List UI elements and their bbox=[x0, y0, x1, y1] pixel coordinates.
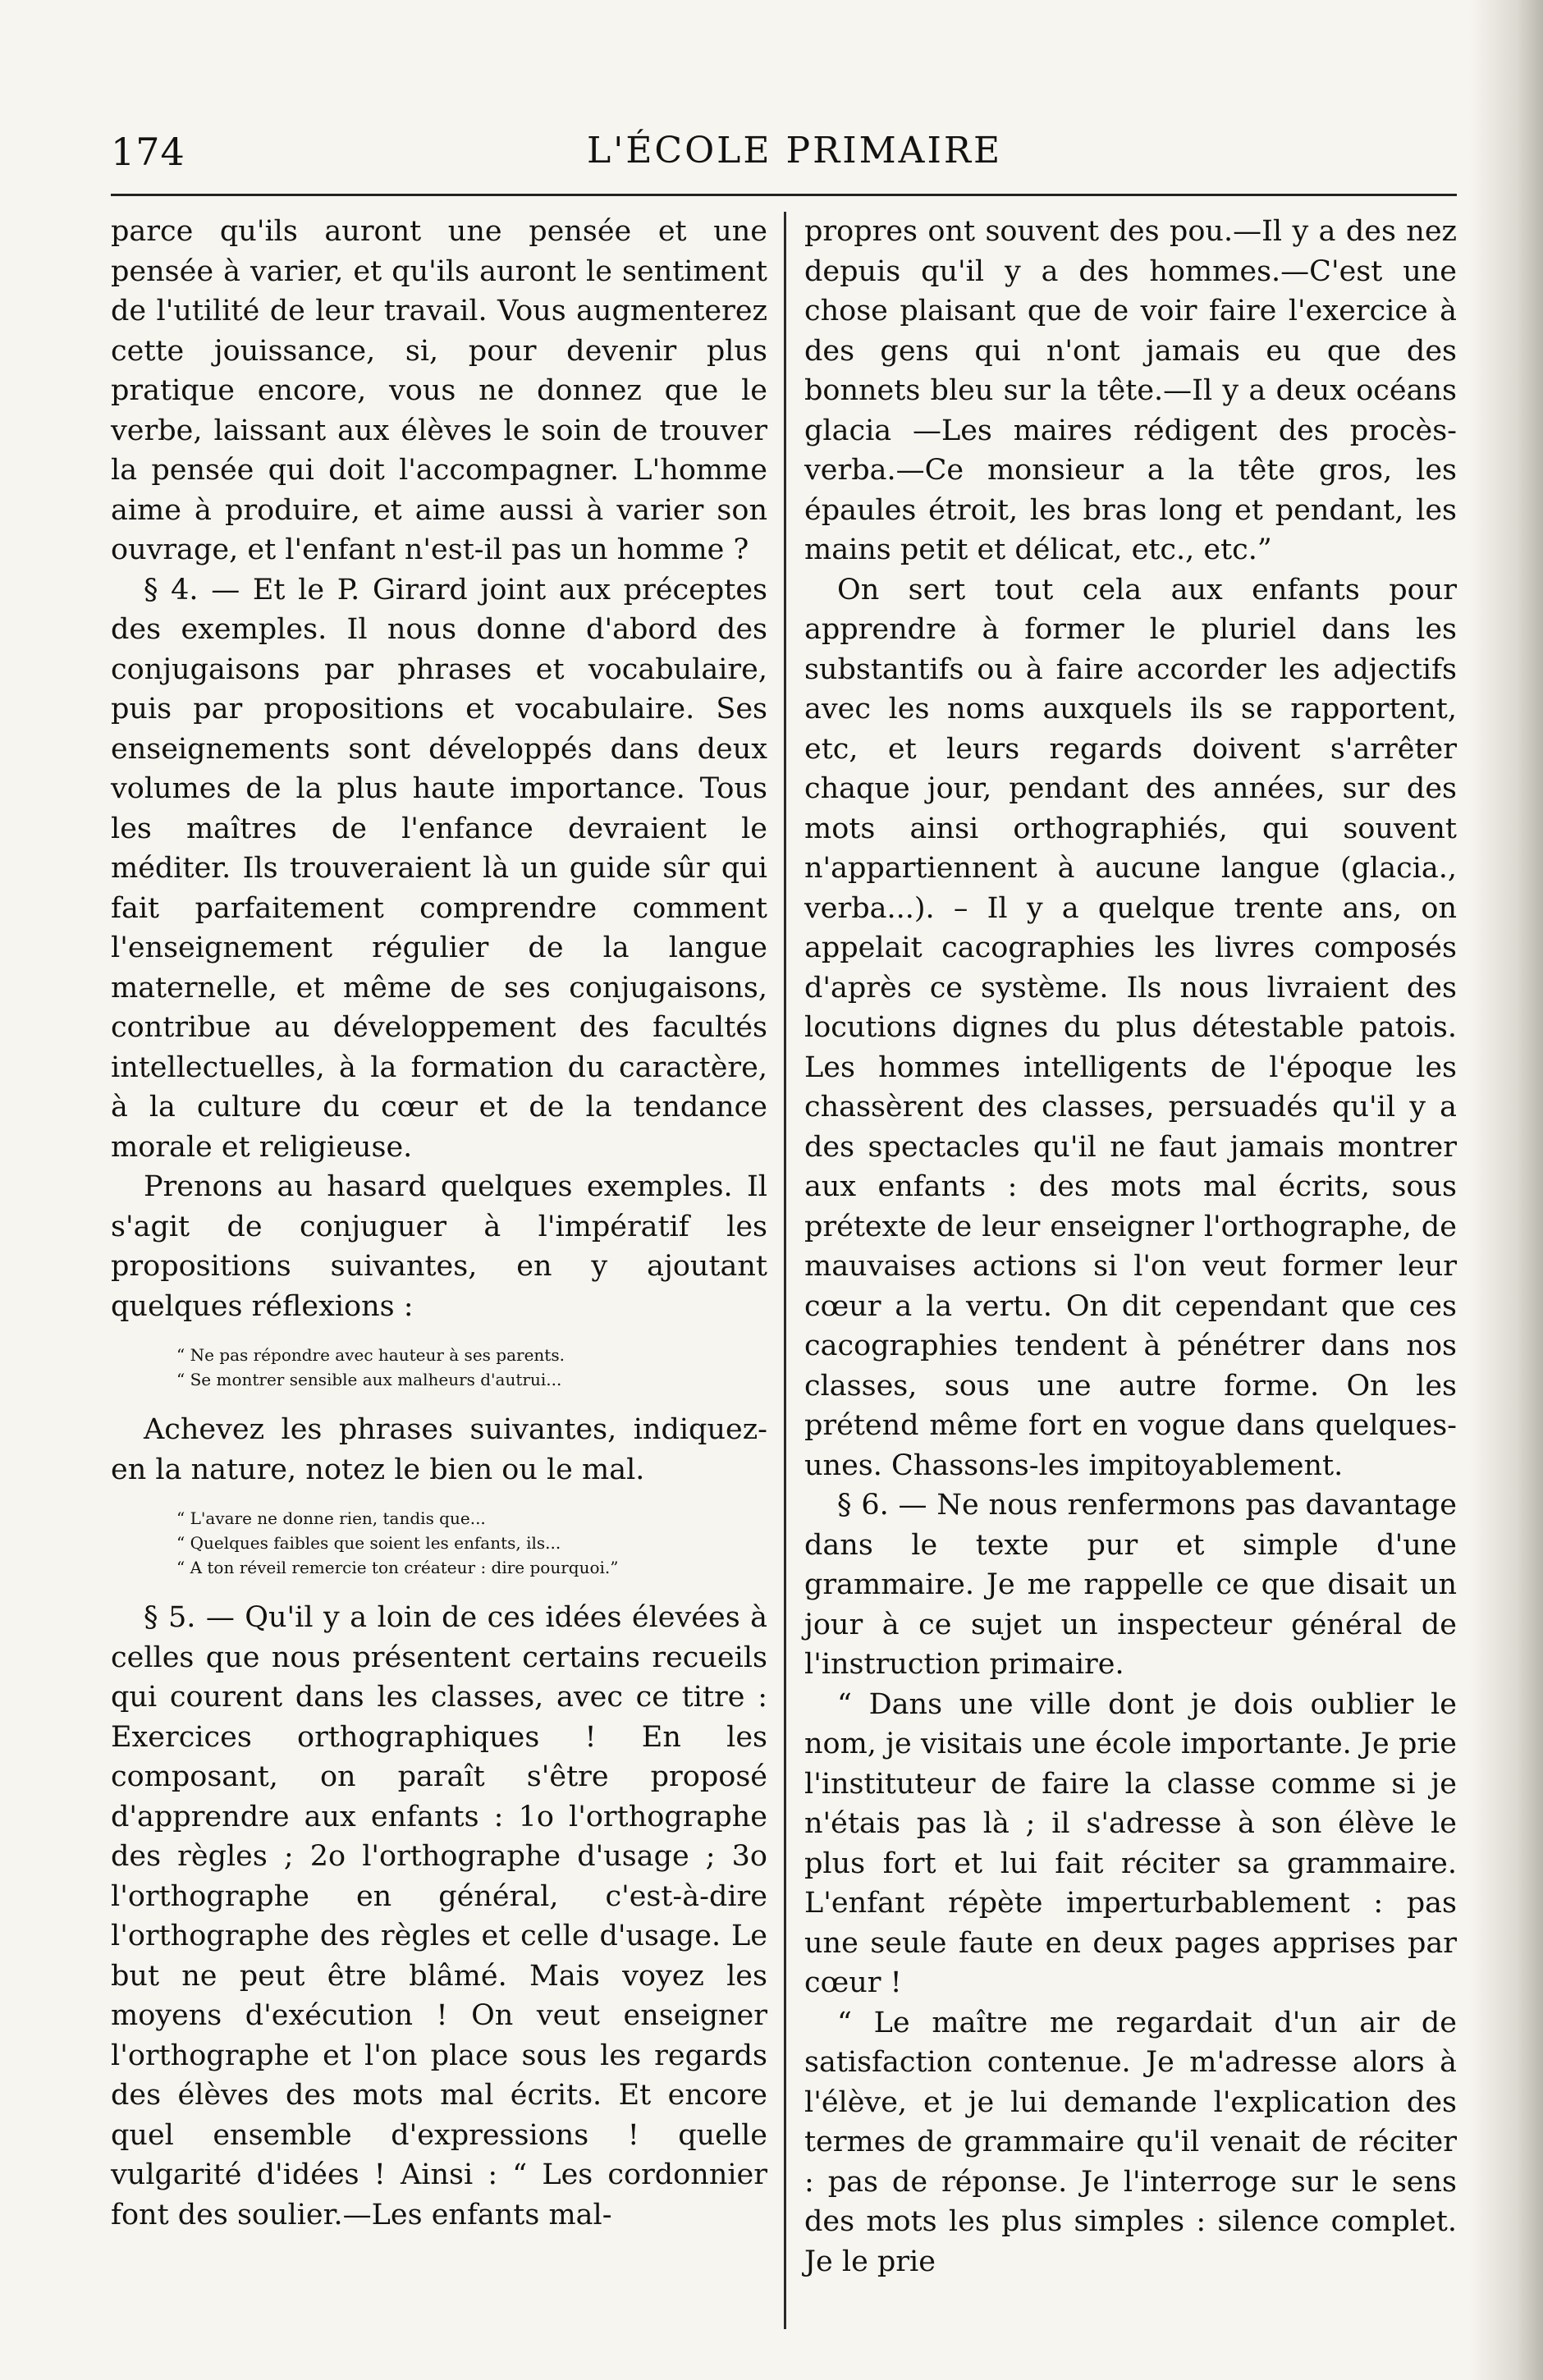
column-divider bbox=[784, 212, 786, 2329]
right-column bbox=[804, 212, 1457, 2346]
example-quotes bbox=[176, 1343, 767, 1392]
page-edge-shadow bbox=[1469, 0, 1543, 2380]
header-rule bbox=[111, 194, 1457, 196]
quote-line: “ A ton réveil remercie ton créateur : dire pourquoi.” bbox=[176, 1558, 619, 1577]
running-title: L'ÉCOLE PRIMAIRE bbox=[587, 130, 1003, 172]
paragraph: propres ont souvent des pou.—Il y a des nez depuis qu'il y a des hommes.—C'est une chose plaisant que de voir faire l'exercice à des gens qui n'ont jamais eu que des bonnets bleu sur la tête.—Il y a deux océans glacia —Les maires rédigent des procès-verba.—Ce monsieur a la tête gros, les épaules étroit, les bras long et pendant, les mains petit et délicat, etc., etc.” bbox=[804, 215, 1457, 566]
paragraph: § 5. — Qu'il y a loin de ces idées élevées à celles que nous présentent certains recueils qui courent dans les classes, avec ce titre : Exercices orthographiques ! En les composant, on paraît s'être proposé d'apprendre aux enfants : 1o l'orthographe des règles ; 2o l'orthographe d'usage ; 3o l'orthographe en général, c'est-à-dire l'orthographe des règles et celle d'usage. Le but ne peut être blâmé. Mais voyez les moyens d'exécution ! On veut enseigner l'orthographe et l'on place sous les regards des élèves des mots mal écrits. Et encore quel ensemble d'expressions ! quelle vulgarité d'idées ! Ainsi : “ Les cordonnier font des soulier.—Les enfants mal- bbox=[111, 1601, 767, 2231]
quote-line: “ Ne pas répondre avec hauteur à ses parents. bbox=[176, 1345, 565, 1365]
page-number: 174 bbox=[111, 130, 185, 174]
paragraph: parce qu'ils auront une pensée et une pensée à varier, et qu'ils auront le sentiment de l'utilité de leur travail. Vous augmenterez cette jouissance, si, pour devenir plus pratique encore, vous ne donnez que le verbe, laissant aux élèves le soin de trouver la pensée qui doit l'accompagner. L'homme aime à produire, et aime aussi à varier son ouvrage, et l'enfant n'est-il pas un homme ? bbox=[111, 215, 767, 566]
quote-line: “ L'avare ne donne rien, tandis que... bbox=[176, 1508, 486, 1528]
quote-line: “ Quelques faibles que soient les enfants, ils... bbox=[176, 1533, 561, 1553]
paragraph: Prenons au hasard quelques exemples. Il s'agit de conjuguer à l'impératif les propositions suivantes, en y ajoutant quelques réflexions : bbox=[111, 1170, 767, 1323]
paragraph: “ Dans une ville dont je dois oublier le nom, je visitais une école importante. Je prie l'instituteur de faire la classe comme si je n'étais pas là ; il s'adresse à son élève le plus fort et lui fait réciter sa grammaire. L'enfant répète imperturbablement : pas une seule faute en deux pages apprises par cœur ! bbox=[804, 1687, 1457, 1999]
book-page bbox=[111, 115, 1457, 2364]
quote-line: “ Se montrer sensible aux malheurs d'autrui... bbox=[176, 1370, 562, 1389]
page-header bbox=[111, 115, 1457, 189]
paragraph: On sert tout cela aux enfants pour apprendre à former le pluriel dans les substantifs ou à faire accorder les adjectifs avec les noms auxquels ils se rapportent, etc, et leurs regards doivent s'arrêter chaque jour, pendant des années, sur des mots ainsi orthographiés, qui souvent n'appartiennent à aucune langue (glacia., verba...). – Il y a quelque trente ans, on appelait cacographies les livres composés d'après ce système. Ils nous livraient des locutions dignes du plus détestable patois. Les hommes intelligents de l'époque les chassèrent des classes, persuadés qu'il y a des spectacles qu'il ne faut jamais montrer aux enfants : des mots mal écrits, sous prétexte de leur enseigner l'orthographe, de mauvaises actions si l'on veut former leur cœur a la vertu. On dit cependant que ces cacographies tendent à pénétrer dans nos classes, sous une autre forme. On les prétend même fort en vogue dans quelques-unes. Chassons-les impitoyablement. bbox=[804, 573, 1457, 1482]
paragraph: Achevez les phrases suivantes, indiquez-en la nature, notez le bien ou le mal. bbox=[111, 1413, 767, 1486]
paragraph: § 6. — Ne nous renfermons pas davantage dans le texte pur et simple d'une grammaire. Je me rappelle ce que disait un jour à ce sujet un inspecteur général de l'instruction primaire. bbox=[804, 1489, 1457, 1681]
paragraph: § 4. — Et le P. Girard joint aux préceptes des exemples. Il nous donne d'abord des conjugaisons par phrases et vocabulaire, puis par propositions et vocabulaire. Ses enseignements sont développés dans deux volumes de la plus haute importance. Tous les maîtres de l'enfance devraient le méditer. Ils trouveraient là un guide sûr qui fait parfaitement comprendre comment l'enseignement régulier de la langue maternelle, et même de ses conjugaisons, contribue au développement des facultés intellectuelles, à la formation du caractère, à la culture du cœur et de la tendance morale et religieuse. bbox=[111, 573, 767, 1164]
paragraph: “ Le maître me regardait d'un air de satisfaction contenue. Je m'adresse alors à l'élève, et je lui demande l'explication des termes de grammaire qu'il venait de réciter : pas de réponse. Je l'interroge sur le sens des mots les plus simples : silence complet. Je le prie bbox=[804, 2006, 1457, 2278]
left-column bbox=[111, 212, 767, 2346]
example-quotes bbox=[176, 1506, 767, 1580]
